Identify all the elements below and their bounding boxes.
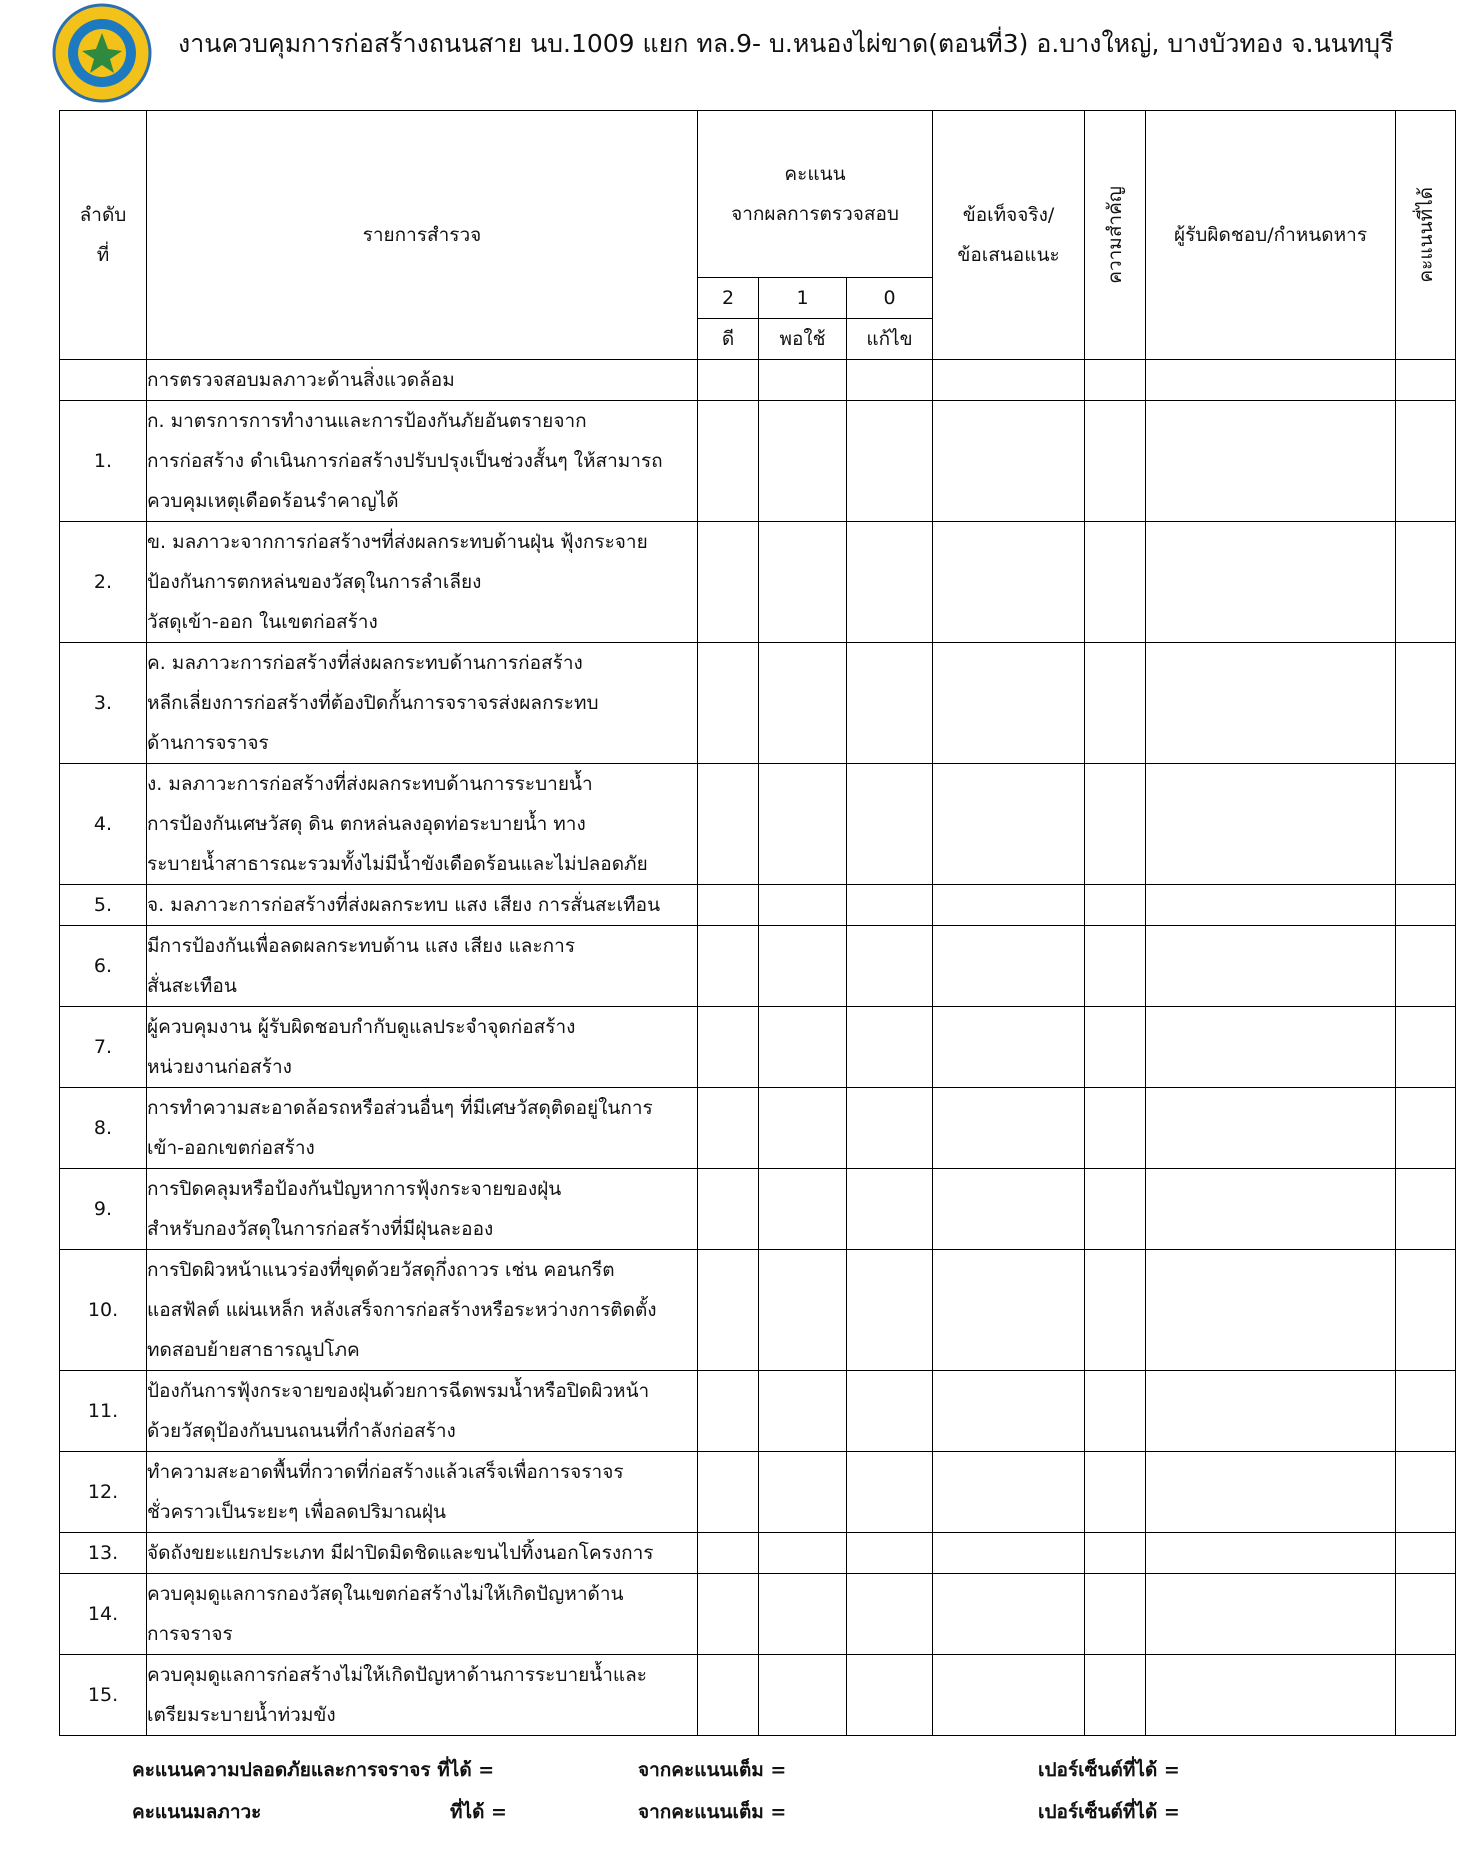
score-good-cell[interactable] bbox=[698, 643, 759, 764]
row-item-line: ป้องกันการฟุ้งกระจายของฝุ่นด้วยการฉีดพรมน้ำหรือปิดผิวหน้า bbox=[147, 1380, 650, 1402]
row-number: 1. bbox=[60, 401, 147, 522]
fact-cell[interactable] bbox=[933, 1533, 1085, 1574]
table-row bbox=[60, 401, 1456, 522]
row-item-text bbox=[147, 1533, 698, 1574]
col-header-fact: ข้อเท็จจริง/ ข้อเสนอแนะ bbox=[933, 111, 1085, 360]
document-header bbox=[52, 0, 1432, 104]
row-item-line: ง. มลภาวะการก่อสร้างที่ส่งผลกระทบด้านการระบายน้ำ bbox=[147, 773, 593, 795]
row-item-line: ผู้ควบคุมงาน ผู้รับผิดชอบกำกับดูแลประจำจุดก่อสร้าง bbox=[147, 1016, 576, 1038]
score-fair-cell[interactable] bbox=[759, 1452, 847, 1533]
responsible-cell[interactable] bbox=[1146, 764, 1396, 885]
row-number: 6. bbox=[60, 926, 147, 1007]
score-fair-cell[interactable] bbox=[759, 1088, 847, 1169]
score-fix-cell[interactable] bbox=[847, 1574, 933, 1655]
row-item-line: ทำความสะอาดพื้นที่กวาดที่ก่อสร้างแล้วเสร็จเพื่อการจราจร bbox=[147, 1461, 624, 1483]
col-header-score: คะแนน จากผลการตรวจสอบ bbox=[698, 111, 933, 278]
table-row bbox=[60, 1250, 1456, 1371]
page-title: งานควบคุมการก่อสร้างถนนสาย นบ.1009 แยก ทล.9- บ.หนองไผ่ขาด(ตอนที่3) อ.บางใหญ่, บางบัวทอง จ.นนทบุรี bbox=[178, 29, 1394, 58]
score-got-cell[interactable] bbox=[1396, 643, 1456, 764]
score-good-cell[interactable] bbox=[698, 1088, 759, 1169]
score-fix-cell[interactable] bbox=[847, 1452, 933, 1533]
score-good-cell[interactable] bbox=[698, 1452, 759, 1533]
row-item-text bbox=[147, 1452, 698, 1533]
table-row bbox=[60, 926, 1456, 1007]
table-row bbox=[60, 885, 1456, 926]
row-number: 7. bbox=[60, 1007, 147, 1088]
col-header-importance: ความสำคัญ bbox=[1085, 111, 1146, 360]
importance-cell[interactable] bbox=[1085, 1655, 1146, 1736]
footer-safety-score: คะแนนความปลอดภัยและการจราจร ที่ได้ = bbox=[132, 1759, 495, 1781]
score-good-cell[interactable] bbox=[698, 885, 759, 926]
row-item-line: การทำความสะอาดล้อรถหรือส่วนอื่นๆ ที่มีเศษวัสดุติดอยู่ในการ bbox=[147, 1097, 653, 1119]
row-item-line: ชั่วคราวเป็นระยะๆ เพื่อลดปริมาณฝุ่น bbox=[147, 1501, 446, 1523]
table-row bbox=[60, 522, 1456, 643]
row-number: 8. bbox=[60, 1088, 147, 1169]
score-fair-cell[interactable] bbox=[759, 1533, 847, 1574]
responsible-cell[interactable] bbox=[1146, 926, 1396, 1007]
score-value-fair: 1 bbox=[759, 278, 847, 319]
row-item-line: แอสฟัลต์ แผ่นเหล็ก หลังเสร็จการก่อสร้างหรือระหว่างการติดตั้ง bbox=[147, 1299, 657, 1321]
score-good-cell[interactable] bbox=[698, 764, 759, 885]
fact-cell[interactable] bbox=[933, 1655, 1085, 1736]
responsible-cell[interactable] bbox=[1146, 1007, 1396, 1088]
table-row bbox=[60, 643, 1456, 764]
row-item-line: ควบคุมดูแลการกองวัสดุในเขตก่อสร้างไม่ให้เกิดปัญหาด้าน bbox=[147, 1583, 624, 1605]
responsible-cell[interactable] bbox=[1146, 1655, 1396, 1736]
responsible-cell[interactable] bbox=[1146, 401, 1396, 522]
fact-cell[interactable] bbox=[933, 764, 1085, 885]
fact-cell[interactable] bbox=[933, 1452, 1085, 1533]
score-got-cell[interactable] bbox=[1396, 522, 1456, 643]
col-header-responsible: ผู้รับผิดชอบ/กำหนดหาร bbox=[1146, 111, 1396, 360]
fact-cell[interactable] bbox=[933, 1574, 1085, 1655]
score-fair-cell[interactable] bbox=[759, 522, 847, 643]
row-item-line: หน่วยงานก่อสร้าง bbox=[147, 1056, 292, 1078]
row-item-line: หลีกเลี่ยงการก่อสร้างที่ต้องปิดกั้นการจราจรส่งผลกระทบ bbox=[147, 692, 599, 714]
score-fix-cell[interactable] bbox=[847, 522, 933, 643]
score-fix-cell[interactable] bbox=[847, 1088, 933, 1169]
score-good-cell[interactable] bbox=[698, 926, 759, 1007]
row-item-line: สำหรับกองวัสดุในการก่อสร้างที่มีฝุ่นละออง bbox=[147, 1218, 494, 1240]
fact-cell[interactable] bbox=[933, 885, 1085, 926]
table-row bbox=[60, 1574, 1456, 1655]
importance-cell[interactable] bbox=[1085, 1533, 1146, 1574]
table-row bbox=[60, 1655, 1456, 1736]
row-item-text bbox=[147, 926, 698, 1007]
score-label-fair: พอใช้ bbox=[759, 319, 847, 360]
score-got-cell[interactable] bbox=[1396, 1088, 1456, 1169]
importance-cell[interactable] bbox=[1085, 1088, 1146, 1169]
score-got-cell[interactable] bbox=[1396, 1007, 1456, 1088]
fact-cell[interactable] bbox=[933, 522, 1085, 643]
score-fair-cell[interactable] bbox=[759, 1655, 847, 1736]
score-value-good: 2 bbox=[698, 278, 759, 319]
row-item-line: การปิดผิวหน้าแนวร่องที่ขุดด้วยวัสดุกึ่งถาวร เช่น คอนกรีต bbox=[147, 1259, 615, 1281]
row-item-line: ป้องกันการตกหล่นของวัสดุในการลำเลียง bbox=[147, 571, 482, 593]
importance-cell[interactable] bbox=[1085, 764, 1146, 885]
score-good-cell[interactable] bbox=[698, 1574, 759, 1655]
row-item-text bbox=[147, 1250, 698, 1371]
row-item-line: มีการป้องกันเพื่อลดผลกระทบด้าน แสง เสียง และการ bbox=[147, 935, 576, 957]
survey-table bbox=[59, 110, 1456, 1736]
score-fix-cell[interactable] bbox=[847, 401, 933, 522]
row-item-text bbox=[147, 1371, 698, 1452]
score-got-cell[interactable] bbox=[1396, 1452, 1456, 1533]
row-number: 12. bbox=[60, 1452, 147, 1533]
score-fair-cell[interactable] bbox=[759, 764, 847, 885]
score-good-cell[interactable] bbox=[698, 401, 759, 522]
row-number: 11. bbox=[60, 1371, 147, 1452]
table-row bbox=[60, 1452, 1456, 1533]
score-fair-cell[interactable] bbox=[759, 401, 847, 522]
responsible-cell[interactable] bbox=[1146, 1250, 1396, 1371]
col-header-no: ลำดับ ที่ bbox=[60, 111, 147, 360]
row-item-line: การปิดคลุมหรือป้องกันปัญหาการฟุ้งกระจายของฝุ่น bbox=[147, 1178, 562, 1200]
row-item-line: วัสดุเข้า-ออก ในเขตก่อสร้าง bbox=[147, 611, 378, 633]
responsible-cell[interactable] bbox=[1146, 885, 1396, 926]
table-row bbox=[60, 1088, 1456, 1169]
row-item-line: เข้า-ออกเขตก่อสร้าง bbox=[147, 1137, 315, 1159]
score-fair-cell[interactable] bbox=[759, 1007, 847, 1088]
importance-cell[interactable] bbox=[1085, 926, 1146, 1007]
row-number: 15. bbox=[60, 1655, 147, 1736]
table-row bbox=[60, 1007, 1456, 1088]
score-fair-cell[interactable] bbox=[759, 1574, 847, 1655]
score-fair-cell[interactable] bbox=[759, 926, 847, 1007]
row-item-line: สั่นสะเทือน bbox=[147, 975, 237, 997]
importance-cell[interactable] bbox=[1085, 401, 1146, 522]
score-label-good: ดี bbox=[698, 319, 759, 360]
score-fix-cell[interactable] bbox=[847, 1007, 933, 1088]
row-item-text bbox=[147, 401, 698, 522]
score-good-cell[interactable] bbox=[698, 1371, 759, 1452]
row-item-line: การจราจร bbox=[147, 1623, 233, 1645]
fact-cell[interactable] bbox=[933, 643, 1085, 764]
footer-percent: เปอร์เซ็นต์ที่ได้ = bbox=[1038, 1759, 1180, 1781]
table-row bbox=[60, 1169, 1456, 1250]
footer-percent-2: เปอร์เซ็นต์ที่ได้ = bbox=[1038, 1801, 1180, 1823]
score-fix-cell[interactable] bbox=[847, 643, 933, 764]
row-item-line: ด้านการจราจร bbox=[147, 732, 269, 754]
fact-cell[interactable] bbox=[933, 1088, 1085, 1169]
responsible-cell[interactable] bbox=[1146, 1533, 1396, 1574]
score-fair-cell[interactable] bbox=[759, 1169, 847, 1250]
responsible-cell[interactable] bbox=[1146, 643, 1396, 764]
section-row bbox=[60, 360, 1456, 401]
row-item-line: ควบคุมเหตุเดือดร้อนรำคาญได้ bbox=[147, 490, 399, 512]
row-item-line: ข. มลภาวะจากการก่อสร้างฯที่ส่งผลกระทบด้านฝุ่น ฟุ้งกระจาย bbox=[147, 531, 648, 553]
importance-cell[interactable] bbox=[1085, 1007, 1146, 1088]
row-number: 3. bbox=[60, 643, 147, 764]
row-item-line: ทดสอบย้ายสาธารณูปโภค bbox=[147, 1339, 360, 1361]
row-item-text bbox=[147, 1574, 698, 1655]
responsible-cell[interactable] bbox=[1146, 522, 1396, 643]
row-number: 10. bbox=[60, 1250, 147, 1371]
row-item-line: ค. มลภาวะการก่อสร้างที่ส่งผลกระทบด้านการก่อสร้าง bbox=[147, 652, 583, 674]
score-good-cell[interactable] bbox=[698, 1533, 759, 1574]
row-item-text bbox=[147, 1007, 698, 1088]
row-item-text bbox=[147, 885, 698, 926]
responsible-cell[interactable] bbox=[1146, 1169, 1396, 1250]
score-fix-cell[interactable] bbox=[847, 764, 933, 885]
importance-cell[interactable] bbox=[1085, 1452, 1146, 1533]
row-item-text bbox=[147, 1088, 698, 1169]
footer-pollution-score: คะแนนมลภาวะ bbox=[132, 1801, 262, 1823]
row-number: 9. bbox=[60, 1169, 147, 1250]
score-got-cell[interactable] bbox=[1396, 401, 1456, 522]
importance-cell[interactable] bbox=[1085, 643, 1146, 764]
importance-cell[interactable] bbox=[1085, 1250, 1146, 1371]
row-item-line: จัดถังขยะแยกประเภท มีฝาปิดมิดชิดและขนไปทิ้งนอกโครงการ bbox=[147, 1542, 654, 1564]
score-fix-cell[interactable] bbox=[847, 1169, 933, 1250]
score-fair-cell[interactable] bbox=[759, 1250, 847, 1371]
fact-cell[interactable] bbox=[933, 1169, 1085, 1250]
row-number: 2. bbox=[60, 522, 147, 643]
score-value-fix: 0 bbox=[847, 278, 933, 319]
score-good-cell[interactable] bbox=[698, 1007, 759, 1088]
table-row bbox=[60, 1533, 1456, 1574]
row-item-line: เตรียมระบายน้ำท่วมขัง bbox=[147, 1704, 336, 1726]
row-item-text bbox=[147, 643, 698, 764]
score-good-cell[interactable] bbox=[698, 1169, 759, 1250]
row-item-line: ด้วยวัสดุป้องกันบนถนนที่กำลังก่อสร้าง bbox=[147, 1420, 456, 1442]
section-title: การตรวจสอบมลภาวะด้านสิ่งแวดล้อม bbox=[147, 360, 698, 401]
row-item-text bbox=[147, 522, 698, 643]
row-item-line: ระบายน้ำสาธารณะรวมทั้งไม่มีน้ำขังเดือดร้อนและไม่ปลอดภัย bbox=[147, 853, 648, 875]
importance-cell[interactable] bbox=[1085, 522, 1146, 643]
table-row bbox=[60, 1371, 1456, 1452]
row-item-line: ก. มาตรการการทำงานและการป้องกันภัยอันตรายจาก bbox=[147, 410, 587, 432]
importance-cell[interactable] bbox=[1085, 1371, 1146, 1452]
importance-cell[interactable] bbox=[1085, 1574, 1146, 1655]
score-got-cell[interactable] bbox=[1396, 1655, 1456, 1736]
score-good-cell[interactable] bbox=[698, 1655, 759, 1736]
row-item-text bbox=[147, 764, 698, 885]
row-item-text bbox=[147, 1655, 698, 1736]
row-number: 13. bbox=[60, 1533, 147, 1574]
score-fair-cell[interactable] bbox=[759, 643, 847, 764]
score-good-cell[interactable] bbox=[698, 1250, 759, 1371]
row-item-line: ควบคุมดูแลการก่อสร้างไม่ให้เกิดปัญหาด้านการระบายน้ำและ bbox=[147, 1664, 648, 1686]
score-got-cell[interactable] bbox=[1396, 1371, 1456, 1452]
row-item-line: การก่อสร้าง ดำเนินการก่อสร้างปรับปรุงเป็นช่วงสั้นๆ ให้สามารถ bbox=[147, 450, 663, 472]
department-seal-icon bbox=[52, 3, 152, 103]
footer-full-score: จากคะแนนเต็ม = bbox=[638, 1759, 787, 1781]
importance-cell[interactable] bbox=[1085, 885, 1146, 926]
score-fair-cell[interactable] bbox=[759, 1371, 847, 1452]
col-header-item: รายการสำรวจ bbox=[147, 111, 698, 360]
score-fix-cell[interactable] bbox=[847, 885, 933, 926]
table-row bbox=[60, 764, 1456, 885]
score-got-cell[interactable] bbox=[1396, 1250, 1456, 1371]
fact-cell[interactable] bbox=[933, 1007, 1085, 1088]
score-fix-cell[interactable] bbox=[847, 1533, 933, 1574]
score-got-cell[interactable] bbox=[1396, 764, 1456, 885]
row-number: 4. bbox=[60, 764, 147, 885]
col-header-score-got: คะแนนที่ได้ bbox=[1396, 111, 1456, 360]
fact-cell[interactable] bbox=[933, 926, 1085, 1007]
footer-full-score-2: จากคะแนนเต็ม = bbox=[638, 1801, 787, 1823]
score-fix-cell[interactable] bbox=[847, 1250, 933, 1371]
responsible-cell[interactable] bbox=[1146, 1574, 1396, 1655]
footer-pollution-got: ที่ได้ = bbox=[450, 1801, 507, 1823]
score-got-cell[interactable] bbox=[1396, 926, 1456, 1007]
row-item-line: การป้องกันเศษวัสดุ ดิน ตกหล่นลงอุดท่อระบายน้ำ ทาง bbox=[147, 813, 586, 835]
responsible-cell[interactable] bbox=[1146, 1371, 1396, 1452]
fact-cell[interactable] bbox=[933, 1250, 1085, 1371]
score-fix-cell[interactable] bbox=[847, 1655, 933, 1736]
row-item-line: จ. มลภาวะการก่อสร้างที่ส่งผลกระทบ แสง เสียง การสั่นสะเทือน bbox=[147, 894, 661, 916]
score-fair-cell[interactable] bbox=[759, 885, 847, 926]
score-got-cell[interactable] bbox=[1396, 1533, 1456, 1574]
importance-cell[interactable] bbox=[1085, 1169, 1146, 1250]
score-fix-cell[interactable] bbox=[847, 1371, 933, 1452]
score-got-cell[interactable] bbox=[1396, 885, 1456, 926]
score-good-cell[interactable] bbox=[698, 522, 759, 643]
fact-cell[interactable] bbox=[933, 1371, 1085, 1452]
fact-cell[interactable] bbox=[933, 401, 1085, 522]
row-number: 14. bbox=[60, 1574, 147, 1655]
responsible-cell[interactable] bbox=[1146, 1452, 1396, 1533]
score-got-cell[interactable] bbox=[1396, 1169, 1456, 1250]
responsible-cell[interactable] bbox=[1146, 1088, 1396, 1169]
row-item-text bbox=[147, 1169, 698, 1250]
row-number: 5. bbox=[60, 885, 147, 926]
score-label-fix: แก้ไข bbox=[847, 319, 933, 360]
score-fix-cell[interactable] bbox=[847, 926, 933, 1007]
score-got-cell[interactable] bbox=[1396, 1574, 1456, 1655]
